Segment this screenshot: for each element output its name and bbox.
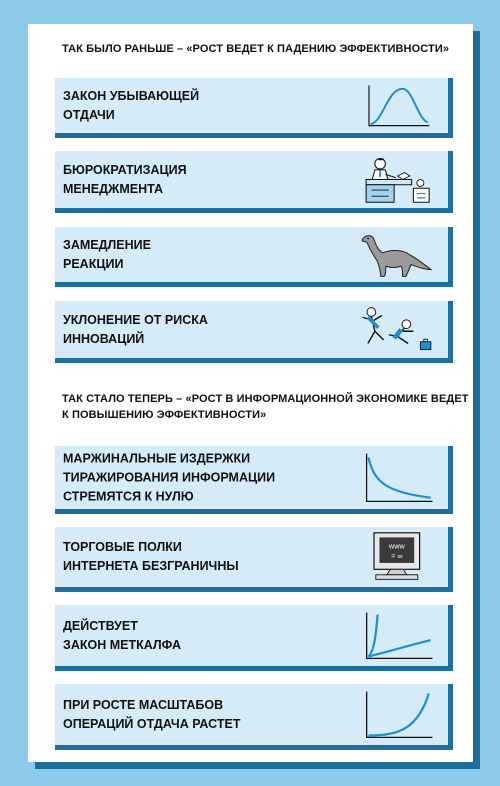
card-label: ТОРГОВЫЕ ПОЛКИ ИНТЕРНЕТА БЕЗГРАНИЧНЫ bbox=[63, 540, 239, 573]
card-increasing-returns bbox=[55, 684, 453, 750]
infographic-sheet bbox=[28, 24, 473, 762]
screen-infinity-text: = ∞ bbox=[391, 551, 403, 561]
computer-monitor-icon bbox=[350, 531, 440, 583]
card-bureaucratization bbox=[55, 151, 453, 213]
card-slow-reaction bbox=[55, 227, 453, 287]
clerk-at-desk-icon bbox=[350, 155, 440, 204]
dinosaur-icon bbox=[350, 231, 440, 278]
card-diminishing-returns bbox=[55, 78, 453, 138]
card-label: ЗАКОН УБЫВАЮЩЕЙ ОТДАЧИ bbox=[63, 88, 200, 122]
card-label: МАРЖИНАЛЬНЫЕ ИЗДЕРЖКИ ТИРАЖИРОВАНИЯ ИНФОРМАЦИИ СТРЕМЯТСЯ К НУЛЮ bbox=[63, 451, 276, 503]
increasing-returns-chart-icon bbox=[350, 688, 440, 741]
screen-www-text: www bbox=[388, 541, 405, 551]
card-label: ДЕЙСТВУЕТ ЗАКОН МЕТКАЛФА bbox=[63, 618, 182, 652]
card-metcalfe-law bbox=[55, 605, 453, 671]
bell-curve-chart-icon bbox=[350, 82, 440, 129]
card-unlimited-shelves bbox=[55, 527, 453, 592]
metcalfe-growth-chart-icon bbox=[350, 609, 440, 662]
card-label: ПРИ РОСТЕ МАСШТАБОВ ОПЕРАЦИЙ ОТДАЧА РАСТЕТ bbox=[63, 697, 241, 731]
card-marginal-costs bbox=[55, 446, 453, 514]
fleeing-businessmen-icon bbox=[350, 305, 440, 354]
section-heading-before: ТАК БЫЛО РАНЬШЕ – «РОСТ ВЕДЕТ К ПАДЕНИЮ ЭФФЕКТИВНОСТИ» bbox=[62, 43, 450, 55]
decay-curve-chart-icon bbox=[350, 450, 440, 505]
card-label: УКЛОНЕНИЕ ОТ РИСКА ИННОВАЦИЙ bbox=[63, 312, 208, 346]
card-label: ЗАМЕДЛЕНИЕ РЕАКЦИИ bbox=[63, 237, 151, 271]
card-risk-avoidance bbox=[55, 301, 453, 363]
section-heading-after: ТАК СТАЛО ТЕПЕРЬ – «РОСТ В ИНФОРМАЦИОННОЙ ЭКОНОМИКЕ ВЕДЕТ К ПОВЫШЕНИЮ ЭФФЕКТИВНОСТИ» bbox=[62, 393, 469, 421]
card-label: БЮРОКРАТИЗАЦИЯ МЕНЕДЖМЕНТА bbox=[63, 162, 187, 196]
